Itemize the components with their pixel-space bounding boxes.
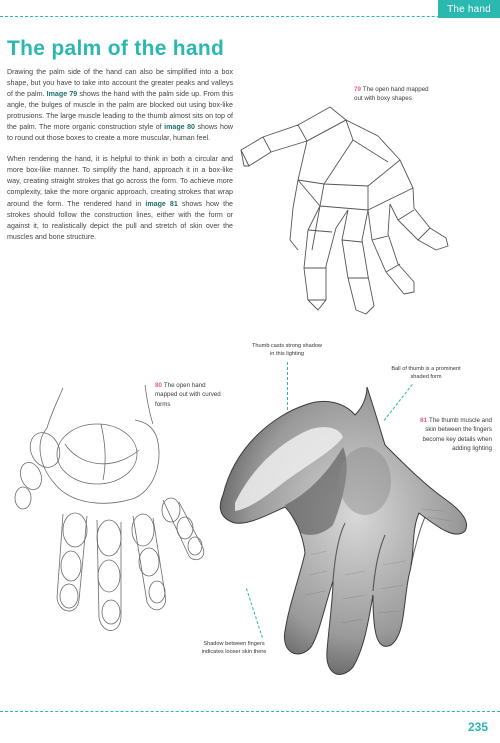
page-number: 235 [467, 720, 488, 734]
callout-ball-of-thumb-text: Ball of thumb is a prominent shaded form [391, 366, 461, 380]
page-title: The palm of the hand [7, 37, 225, 60]
image-81-reference: image 81 [145, 199, 178, 208]
paragraph-2-text-2: shows how the strokes should follow the construction lines, either with the form or against it, to realistically depict the pull and stretch of skin over the muscles and bone structure. [7, 199, 233, 241]
callout-finger-shadow [201, 640, 267, 656]
section-tab-label: The hand [447, 3, 491, 15]
section-tab [438, 0, 500, 18]
image-79-reference: Image 79 [46, 90, 78, 99]
callout-finger-shadow-text: Shadow between fingers indicates looser skin there [201, 641, 267, 655]
footer-rule [0, 711, 500, 712]
boxy-hand-illustration [238, 100, 498, 330]
caption-81-number: 81 [420, 417, 428, 424]
paragraph-1-text-2: shows the hand with the palm side up. From this angle, the bulges of muscle in the palm are blocked out using box-like protrusions. The large muscle leading to the thumb almost sits on top of the palm. The more organic construction style of [7, 90, 233, 132]
callout-thumb-shadow [252, 342, 322, 358]
caption-79-text: The open hand mapped out with boxy shapes [354, 86, 429, 103]
paragraph-1 [7, 67, 233, 144]
paragraph-1-text-3: shows how to round out those boxes to create a more muscular, human feel. [7, 123, 234, 143]
callout-thumb-shadow-text: Thumb casts strong shadow in this lighting [252, 343, 322, 357]
header-rule [0, 16, 500, 17]
caption-80-text: The open hand mapped out with curved forms [155, 382, 221, 408]
paragraph-2 [7, 154, 233, 242]
curved-hand-illustration [5, 380, 215, 680]
paragraph-2-text-1: When rendering the hand, it is helpful to think in both a circular and more box-like manner. To simplify the hand, approach it in a box-like way, creating straight strokes that go across the form. To achieve more complexity, take the more organic approach, creating strokes that wrap around the form. The rendered hand in [7, 155, 233, 208]
body-text [7, 67, 233, 253]
caption-79-number: 79 [354, 86, 361, 93]
paragraph-1-text-1: Drawing the palm side of the hand can also be simplified into a box shape, but you have to take into account the greater peaks and valleys of the palm. [7, 68, 233, 99]
caption-80-number: 80 [155, 382, 162, 389]
callout-ball-of-thumb [390, 365, 462, 381]
image-80-reference: image 80 [164, 123, 195, 132]
caption-81-text: The thumb muscle and skin between the fingers become key details when adding lighting [422, 417, 492, 453]
